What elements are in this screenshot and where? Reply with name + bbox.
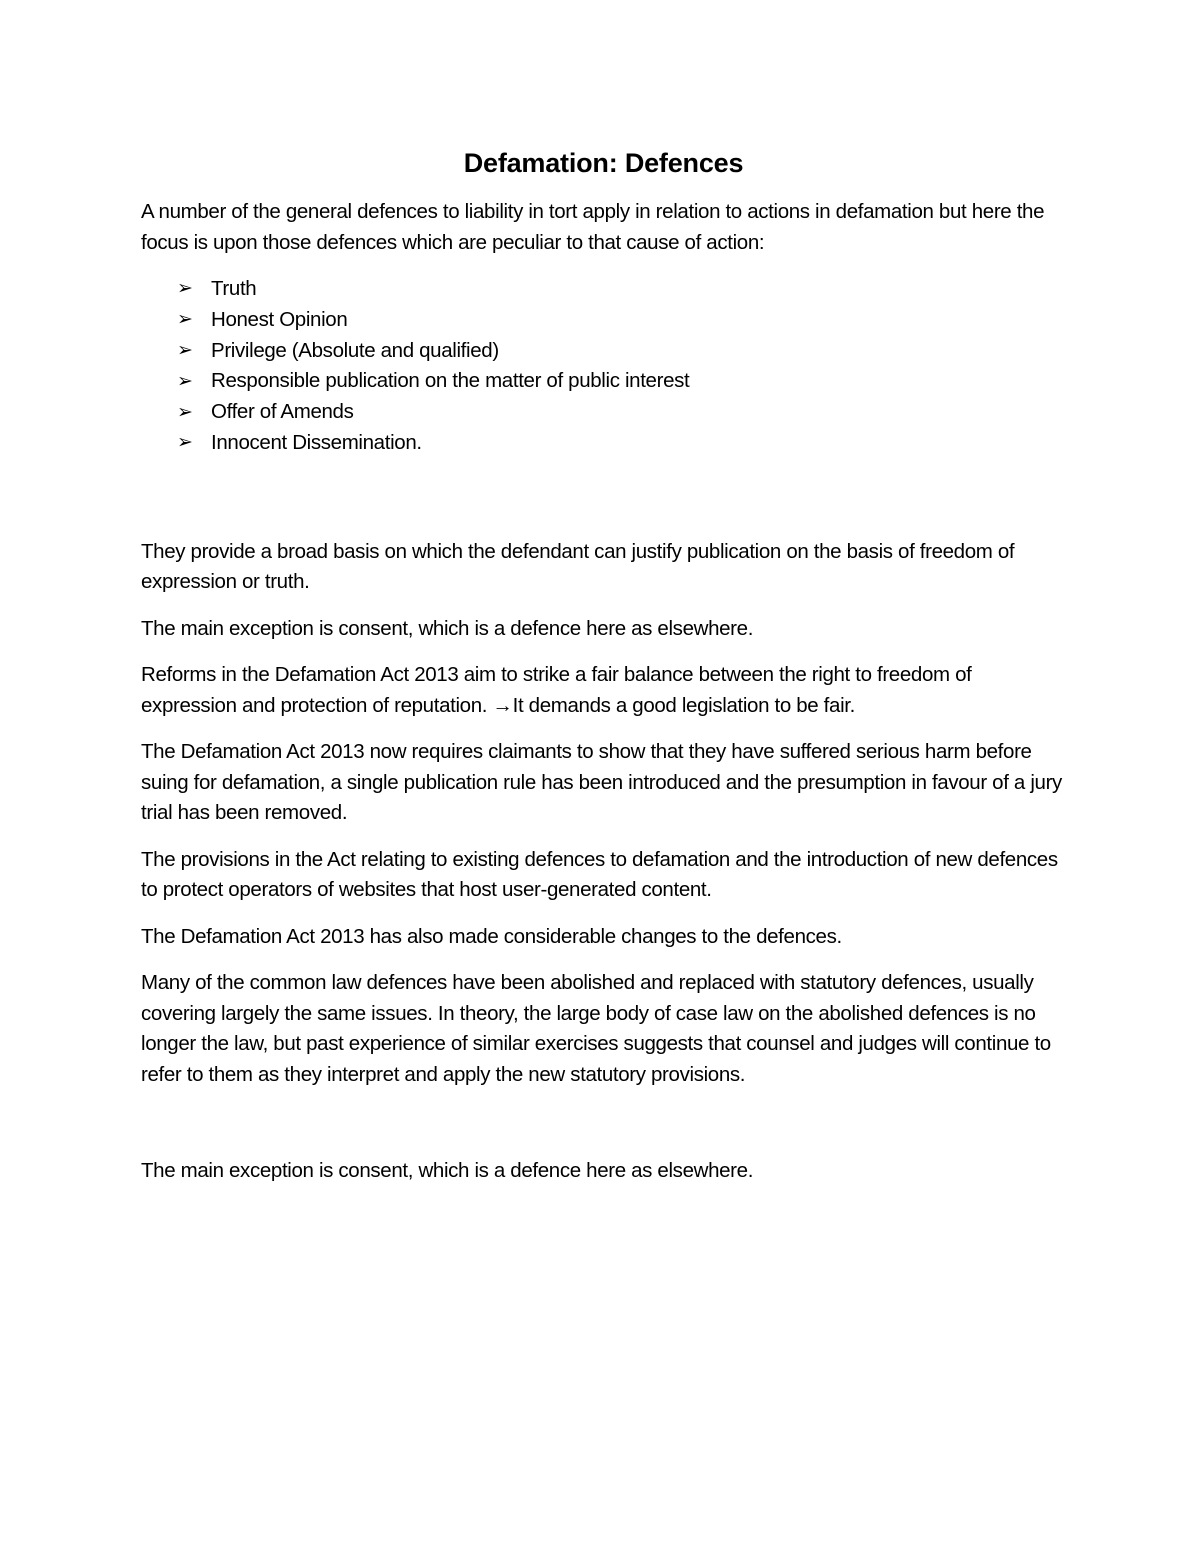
- list-item: [177, 428, 1066, 459]
- list-item-label: Offer of Amends: [211, 400, 354, 424]
- list-item-label: Innocent Dissemination.: [211, 430, 422, 454]
- list-item-label: Privilege (Absolute and qualified): [211, 338, 499, 362]
- list-item: [177, 397, 1066, 428]
- body-paragraph-reforms: Reforms in the Defamation Act 2013 aim to strike a fair balance between the right to freedom of expression and protection of reputation. →It demands a good legislation to be fair.: [141, 663, 972, 717]
- intro-paragraph: A number of the general defences to liability in tort apply in relation to actions in defamation but here the focus is upon those defences which are peculiar to that cause of action:: [141, 200, 1045, 254]
- body-paragraph-exception: The main exception is consent, which is a defence here as elsewhere.: [141, 616, 754, 640]
- list-item-label: Truth: [211, 277, 257, 300]
- body-paragraph-changes: The Defamation Act 2013 has also made considerable changes to the defences.: [141, 924, 842, 948]
- body-paragraph-provisions: The provisions in the Act relating to existing defences to defamation and the introduction of new defences to protect operators of websites that host user-generated content.: [141, 847, 1058, 902]
- body-paragraph-exception-repeat: The main exception is consent, which is a defence here as elsewhere.: [141, 1159, 754, 1183]
- arrowhead-bullet-icon: ➢: [177, 370, 193, 392]
- arrowhead-bullet-icon: ➢: [177, 432, 193, 454]
- document-body: [141, 143, 1066, 1203]
- list-item: [177, 305, 1066, 336]
- arrowhead-bullet-icon: ➢: [177, 339, 193, 361]
- arrowhead-bullet-icon: ➢: [177, 401, 193, 423]
- arrowhead-bullet-icon: ➢: [177, 309, 193, 331]
- body-paragraph-requirements: The Defamation Act 2013 now requires claimants to show that they have suffered serious harm before suing for defamation, a single publication rule has been introduced and the presumption in favour of a jury trial has been removed.: [141, 740, 1062, 825]
- list-item-label: Honest Opinion: [211, 307, 348, 331]
- list-item-label: Responsible publication on the matter of public interest: [211, 369, 690, 393]
- page-title: Defamation: Defences: [463, 148, 744, 178]
- body-paragraph-basis: They provide a broad basis on which the defendant can justify publication on the basis of freedom of expression or truth.: [141, 539, 1015, 594]
- list-item: [177, 336, 1066, 367]
- body-paragraph-abolished: Many of the common law defences have been abolished and replaced with statutory defences, usually covering largely the same issues. In theory, the large body of case law on the abolished defences is no longer the law, but past experience of similar exercises suggests that counsel and judges will continue to refer to them as they interpret and apply the new statutory provisions.: [141, 971, 1051, 1086]
- list-item: [177, 366, 1066, 397]
- arrowhead-bullet-icon: ➢: [177, 278, 193, 300]
- defences-list: [141, 274, 1066, 459]
- list-item: [177, 274, 1066, 305]
